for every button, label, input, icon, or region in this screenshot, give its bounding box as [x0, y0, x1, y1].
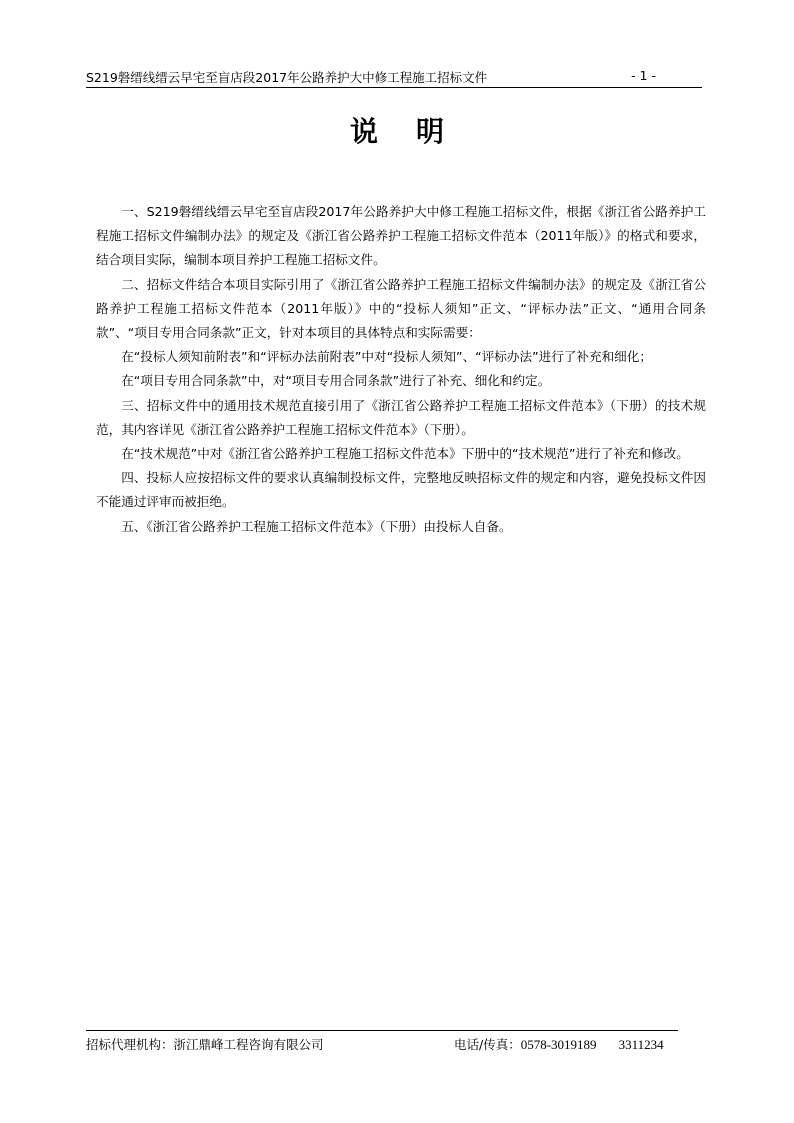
paragraph: 在“技术规范”中对《浙江省公路养护工程施工招标文件范本》下册中的“技术规范”进行了补充和修改。 — [121, 446, 689, 462]
paragraph: 在“项目专用合同条款”中，对“项目专用合同条款”进行了补充、细化和约定。 — [121, 373, 551, 389]
paragraph: 五、《浙江省公路养护工程施工招标文件范本》（下册）由投标人自备。 — [121, 518, 512, 534]
paragraph: 四、投标人应按招标文件的要求认真编制投标文件，完整地反映招标文件的规定和内容，避免投标文件因不能通过评审而被拒绝。 — [96, 470, 706, 510]
header-title: S219磐缙线缙云早宅至盲店段2017年公路养护大中修工程施工招标文件 — [86, 70, 488, 85]
document-body — [96, 200, 706, 539]
footer-agency: 招标代理机构：浙江鼎峰工程咨询有限公司 — [86, 1037, 324, 1052]
paragraph: 一、S219磐缙线缙云早宅至盲店段2017年公路养护大中修工程施工招标文件，根据《浙江省公路养护工程施工招标文件编制办法》的规定及《浙江省公路养护工程施工招标文件范本（2011年版）》的格式和要求，结合项目实际，编制本项目养护工程施工招标文件。 — [96, 204, 706, 268]
paragraph: 三、招标文件中的通用技术规范直接引用了《浙江省公路养护工程施工招标文件范本》（下册）的技术规范，其内容详见《浙江省公路养护工程施工招标文件范本》（下册）。 — [96, 397, 706, 437]
footer-rule — [86, 1030, 678, 1032]
fax-number: 3311234 — [618, 1037, 664, 1052]
phone-number: 0578-3019189 — [520, 1037, 597, 1052]
page-number: - 1 - — [631, 68, 656, 83]
page-title: 说明 — [349, 115, 482, 148]
page-header — [86, 67, 702, 88]
paragraph: 二、招标文件结合本项目实际引用了《浙江省公路养护工程施工招标文件编制办法》的规定及《浙江省公路养护工程施工招标文件范本（2011年版）》中的“投标人须知”正文、“评标办法”正文、“通用合同条款”、“项目专用合同条款”正文，针对本项目的具体特点和实际需要： — [96, 276, 706, 341]
footer-contact — [454, 1035, 664, 1053]
phone-label: 电话/传真： — [454, 1037, 521, 1052]
paragraph: 在“投标人须知前附表”和“评标办法前附表”中对“投标人须知”、“评标办法”进行了补充和细化； — [121, 349, 652, 365]
